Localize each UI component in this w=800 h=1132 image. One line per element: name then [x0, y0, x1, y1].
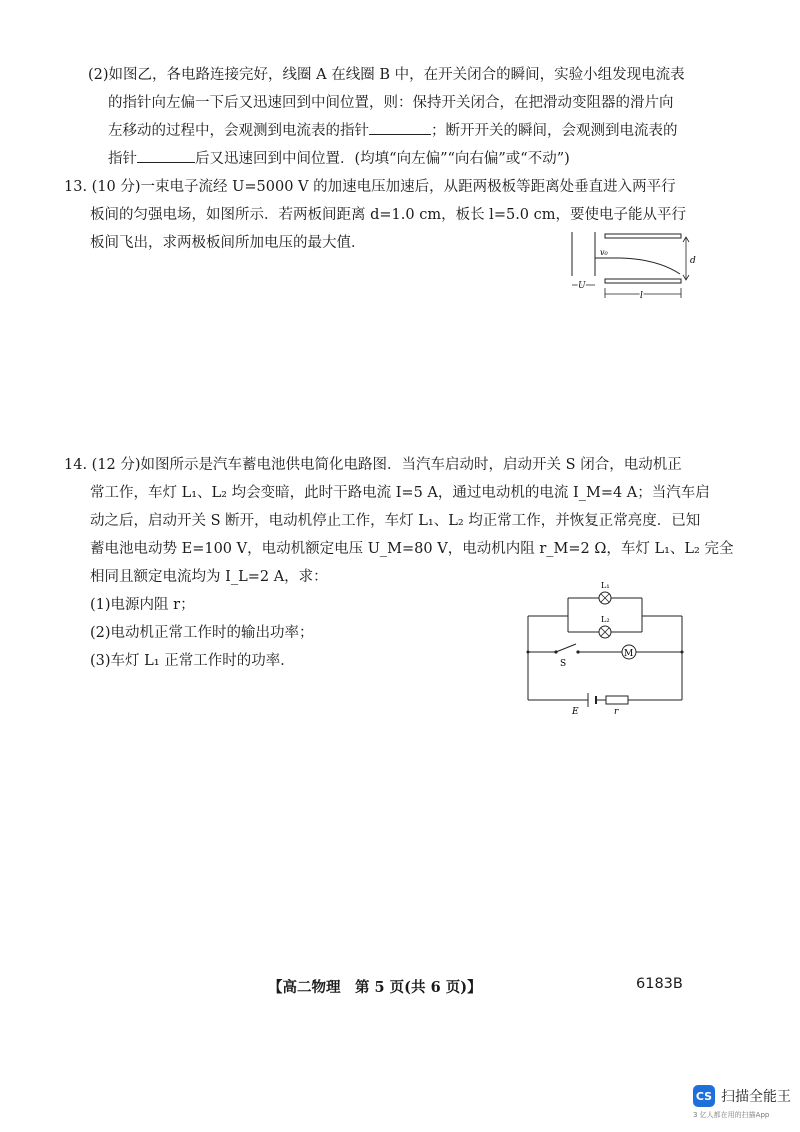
l2-label: L₂ — [601, 615, 610, 624]
l1-label: L₁ — [601, 581, 610, 590]
q14-sub1: (1)电源内阻 r； — [90, 597, 195, 613]
q12-2-line3b: ；断开开关的瞬间，会观测到电流表的 — [431, 123, 678, 139]
lower-plate — [605, 279, 681, 283]
q12-2-line4b: 后又迅速回到中间位置．(均填“向左偏”“向右偏”或“不动”) — [195, 151, 570, 167]
q14-line1: 14. (12 分)如图所示是汽车蓄电池供电简化电路图．当汽车启动时，启动开关 S 闭合，电动机正 — [64, 457, 682, 473]
v0-label: v₀ — [600, 248, 608, 257]
q13-line1: 13. (10 分)一束电子流经 U=5000 V 的加速电压加速后，从距两极板等距离处垂直进入两平行 — [64, 179, 676, 195]
lamp-l2-icon — [599, 626, 611, 638]
q14-line2: 常工作，车灯 L₁、L₂ 均会变暗，此时干路电流 I=5 A，通过电动机的电流 I_M=4 A；当汽车启 — [90, 485, 710, 501]
battery-icon — [588, 693, 596, 707]
q12-2-line3a: 左移动的过程中，会观测到电流表的指针 — [108, 123, 369, 139]
q14-sub3: (3)车灯 L₁ 正常工作时的功率． — [90, 653, 295, 669]
electron-path-curve — [620, 258, 680, 274]
q12-2-line3 — [108, 118, 678, 145]
q14-circuit-diagram — [522, 576, 692, 718]
page-footer-title: 【高二物理 第 5 页(共 6 页)】 — [268, 979, 482, 996]
q14-line5: 相同且额定电流均为 I_L=2 A，求： — [90, 569, 328, 585]
switch-contact — [576, 650, 579, 653]
upper-plate — [605, 234, 681, 238]
l-label: l — [640, 291, 643, 301]
q12-2-line4a: 指针 — [108, 151, 137, 167]
exam-code: 6183B — [636, 976, 683, 992]
camscanner-logo-icon: CS — [693, 1085, 715, 1107]
q13-parallel-plate-diagram — [562, 226, 702, 302]
answer-blank-2 — [137, 148, 195, 163]
r-label: r — [614, 707, 619, 717]
q13-line2: 板间的匀强电场，如图所示．若两板间距离 d=1.0 cm，板长 l=5.0 cm，要使电子能从平行 — [90, 207, 687, 223]
lamp-l1-icon — [599, 592, 611, 604]
answer-blank-1 — [369, 120, 431, 135]
scanner-app-name: 扫描全能王 — [721, 1089, 791, 1105]
scanner-tagline: 3 亿人都在用的扫描App — [693, 1111, 770, 1119]
q12-2-line4 — [108, 146, 570, 173]
scanner-watermark — [693, 1085, 791, 1107]
q13-line3: 板间飞出，求两极板间所加电压的最大值． — [90, 235, 366, 251]
q14-line4: 蓄电池电动势 E=100 V，电动机额定电压 U_M=80 V，电动机内阻 r_M=2 Ω，车灯 L₁、L₂ 完全 — [90, 541, 734, 557]
q12-2-line2: 的指针向左偏一下后又迅速回到中间位置，则：保持开关闭合，在把滑动变阻器的滑片向 — [108, 95, 674, 111]
q14-line3: 动之后，启动开关 S 断开，电动机停止工作，车灯 L₁、L₂ 均正常工作，并恢复正常亮度．已知 — [90, 513, 701, 529]
motor-icon — [622, 645, 636, 659]
u-label: U — [578, 281, 586, 291]
e-label: E — [572, 707, 579, 717]
resistor-icon — [606, 696, 628, 704]
d-label: d — [690, 256, 696, 266]
motor-label: M — [624, 649, 634, 659]
switch-pivot — [554, 650, 557, 653]
s-label: S — [560, 659, 567, 669]
q14-sub2: (2)电动机正常工作时的输出功率； — [90, 625, 314, 641]
q12-2-line1: (2)如图乙，各电路连接完好，线圈 A 在线圈 B 中，在开关闭合的瞬间，实验小组发现电流表 — [88, 67, 685, 83]
